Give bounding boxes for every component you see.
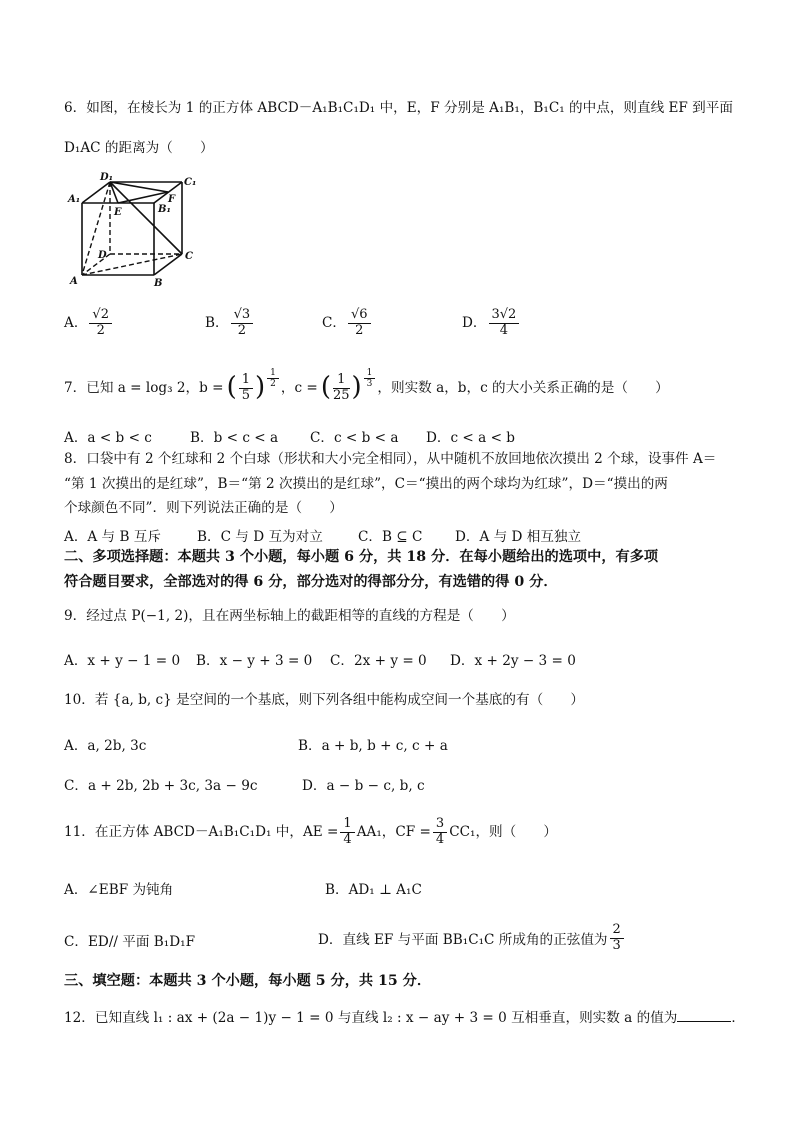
label-B1: B₁: [158, 204, 171, 215]
q11-stem: 11．在正方体 ABCD－A₁B₁C₁D₁ 中，AE = $\frac{1}{4}$ AA₁，CF = $\frac{3}{4}$ CC₁，则（ ）: [64, 815, 558, 847]
q8-stem-line1: 8．口袋中有 2 个红球和 2 个白球（形状和大小完全相同），从中随机不放回地依次摸出 2 个球，设事件 A＝: [64, 451, 717, 467]
q9-option-c[interactable]: C．2x + y = 0: [330, 653, 427, 669]
label-E: E: [114, 207, 122, 218]
q8-stem-line3: 个球颜色不同”．则下列说法正确的是（ ）: [64, 500, 343, 516]
q7-option-c[interactable]: C．c < b < a: [310, 430, 399, 446]
q6-stem-line2: D₁AC 的距离为（ ）: [64, 140, 214, 156]
label-A: A: [70, 276, 78, 287]
q9-option-b[interactable]: B．x − y + 3 = 0: [196, 653, 313, 669]
q9-option-a[interactable]: A．x + y − 1 = 0: [64, 653, 181, 669]
q10-option-d[interactable]: D．a − b − c, b, c: [302, 778, 425, 794]
q10-option-a[interactable]: A．a, 2b, 3c: [64, 738, 147, 754]
q9-option-d[interactable]: D．x + 2y − 3 = 0: [450, 653, 576, 669]
q9-stem: 9．经过点 P(−1, 2)，且在两坐标轴上的截距相等的直线的方程是（ ）: [64, 608, 515, 624]
q11-option-b[interactable]: B．AD₁ ⊥ A₁C: [325, 882, 422, 898]
q11-option-a[interactable]: A．∠EBF 为钝角: [64, 882, 174, 898]
label-A1: A₁: [68, 194, 81, 205]
label-C: C: [185, 251, 193, 262]
q8-option-a[interactable]: A．A 与 B 互斥: [64, 529, 161, 545]
q10-stem: 10．若 {a, b, c} 是空间的一个基底，则下列各组中能构成空间一个基底的有（ ）: [64, 692, 584, 708]
label-D: D: [98, 250, 107, 261]
section3-heading: 三、填空题：本题共 3 个小题，每小题 5 分，共 15 分．: [64, 973, 432, 989]
q6-option-d[interactable]: D． $\frac{3√2}{4}$: [462, 308, 521, 339]
cube-figure: [62, 170, 202, 295]
q6-option-c[interactable]: C． $\frac{√6}{2}$: [322, 308, 373, 339]
q6-option-b[interactable]: B． $\frac{√3}{2}$: [205, 308, 255, 339]
q7-stem: 7．已知 a = log₃ 2，b = ( $\frac{1}{5}$ ) $\frac{1}{2}$ ，c = ( $\frac{1}{25}$ ) $\frac{1}{3}$ ，则实数 a，b，c 的大小关系正确的是（ ）: [64, 368, 669, 403]
q10-option-c[interactable]: C．a + 2b, 2b + 3c, 3a − 9c: [64, 778, 258, 794]
q7-option-b[interactable]: B．b < c < a: [190, 430, 279, 446]
section2-heading-line2: 符合题目要求，全部选对的得 6 分，部分选对的得部分分，有选错的得 0 分．: [64, 574, 558, 590]
q8-stem-line2: “第 1 次摸出的是红球”，B＝“第 2 次摸出的是红球”，C＝“摸出的两个球均为红球”，D＝“摸出的两: [64, 476, 668, 492]
q7-option-d[interactable]: D．c < a < b: [426, 430, 515, 446]
label-B: B: [154, 278, 163, 289]
q10-option-b[interactable]: B．a + b, b + c, c + a: [298, 738, 448, 754]
section2-heading-line1: 二、多项选择题：本题共 3 个小题，每小题 6 分，共 18 分．在每小题给出的选项中，有多项: [64, 549, 659, 565]
q8-option-b[interactable]: B．C 与 D 互为对立: [197, 529, 323, 545]
q7-option-a[interactable]: A．a < b < c: [64, 430, 152, 446]
q11-option-d[interactable]: D．直线 EF 与平面 BB₁C₁C 所成角的正弦值为 $\frac{2}{3}$: [318, 918, 626, 958]
q8-option-c[interactable]: C．B ⊆ C: [358, 529, 423, 545]
label-D1: D₁: [100, 172, 114, 183]
q12-stem: 12．已知直线 l₁ : ax + (2a − 1)y − 1 = 0 与直线 l₂ : x − ay + 3 = 0 互相垂直，则实数 a 的值为 ．: [64, 1010, 745, 1026]
q6-option-a[interactable]: A． $\frac{√2}{2}$: [64, 308, 114, 339]
q12-answer-blank[interactable]: [677, 1021, 731, 1022]
label-F: F: [168, 194, 176, 205]
label-C1: C₁: [184, 177, 197, 188]
q8-option-d[interactable]: D．A 与 D 相互独立: [455, 529, 582, 545]
q11-option-c[interactable]: C．ED// 平面 B₁D₁F: [64, 934, 196, 950]
q6-stem-line1: 6．如图，在棱长为 1 的正方体 ABCD－A₁B₁C₁D₁ 中，E，F 分别是 A₁B₁，B₁C₁ 的中点，则直线 EF 到平面: [64, 100, 733, 116]
